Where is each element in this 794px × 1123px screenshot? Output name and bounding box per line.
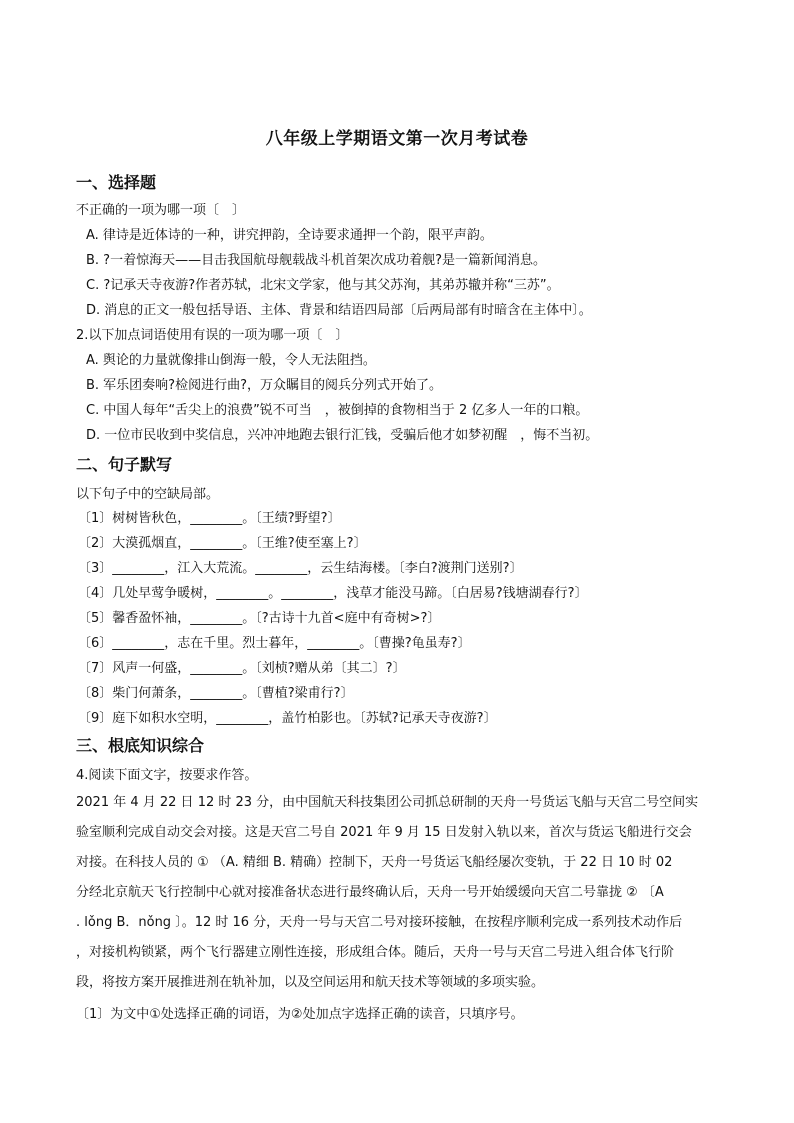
q2-option-d: D. 一位市民收到中奖信息，兴冲冲地跑去银行汇钱，受骗后他才如梦初醒 ，悔不当初。 <box>86 428 599 443</box>
q2-option-c: C. 中国人每年“舌尖上的浪费”锐不可当 ，被倒掉的食物相当于 2 亿多人一年的口粮。 <box>86 403 589 418</box>
passage-line-6: ，对接机构锁紧，两个飞行器建立刚性连接，形成组合体。随后，天舟一号与天宫二号进入组合体飞行阶 <box>76 945 675 960</box>
q1-option-b: B. ?一着惊海天——目击我国航母舰载战斗机首架次成功着舰?是一篇新闻消息。 <box>86 253 546 268</box>
dictation-item-1: 〔1〕树树皆秋色，________。〔王绩?野望?〕 <box>78 511 341 526</box>
passage-line-3: 对接。在科技人员的 ① （A. 精细 B. 精确）控制下，天舟一号货运飞船经屡次变轨，于 22 日 10 时 02 <box>76 855 673 870</box>
passage-line-7: 段，将按方案开展推进剂在轨补加，以及空间运用和航天技术等领域的多项实验。 <box>76 975 545 990</box>
passage-line-4: 分经北京航天飞行控制中心就对接准备状态进行最终确认后，天舟一号开始缓缓向天宫二号靠拢 ② 〔A <box>76 885 664 900</box>
dictation-item-6: 〔6〕________，志在千里。烈士暮年，________。〔曹操?龟虽寿?〕 <box>78 636 471 651</box>
q1-option-c: C. ?记承天寺夜游?作者苏轼，北宋文学家，他与其父苏洵，其弟苏辙并称“三苏”。 <box>86 278 560 293</box>
dictation-item-7: 〔7〕风声一何盛，________。〔刘桢?赠从弟〔其二〕?〕 <box>78 661 406 676</box>
dictation-item-5: 〔5〕馨香盈怀袖，________。〔?古诗十九首<庭中有奇树>?〕 <box>78 611 441 626</box>
q1-option-d: D. 消息的正文一般包括导语、主体、背景和结语四局部〔后两局部有时暗含在主体中〕。 <box>86 303 592 318</box>
passage-line-1: 2021 年 4 月 22 日 12 时 23 分，由中国航天科技集团公司抓总研制的天舟一号货运飞船与天宫二号空间实 <box>76 795 699 810</box>
q2-option-a: A. 舆论的力量就像排山倒海一般，令人无法阻挡。 <box>86 353 376 368</box>
passage-line-2: 验室顺利完成自动交会对接。这是天宫二号自 2021 年 9 月 15 日发射入轨以来，首次与货运飞船进行交会 <box>76 825 692 840</box>
dictation-item-8: 〔8〕柴门何萧条，________。〔曹植?梁甫行?〕 <box>78 686 354 701</box>
section-heading-choice: 一、选择题 <box>76 173 157 192</box>
dictation-intro: 以下句子中的空缺局部。 <box>76 487 220 502</box>
question-2-stem: 2.以下加点词语使用有误的一项为哪一项〔 〕 <box>76 328 349 343</box>
page-title: 八年级上学期语文第一次月考试卷 <box>265 129 529 149</box>
passage-line-5: . lǒng B．nǒng 〕。12 时 16 分，天舟一号与天宫二号对接环接触，在按程序顺利完成一系列技术动作后 <box>76 915 683 930</box>
dictation-item-2: 〔2〕大漠孤烟直，________。〔王维?使至塞上?〕 <box>78 536 367 551</box>
dictation-item-3: 〔3〕________，江入大荒流。________，云生结海楼。〔李白?渡荆门送别?〕 <box>78 561 523 576</box>
section-heading-basics: 三、根底知识综合 <box>76 736 205 755</box>
dictation-item-9: 〔9〕庭下如积水空明，________，盖竹柏影也。〔苏轼?记承天寺夜游?〕 <box>78 711 497 726</box>
dictation-item-4: 〔4〕几处早莺争暖树，________。________，浅草才能没马蹄。〔白居易?钱塘湖春行?〕 <box>78 586 588 601</box>
sub-question-1: 〔1〕为文中①处选择正确的词语，为②处加点字选择正确的读音，只填序号。 <box>76 1007 524 1022</box>
section-heading-dictation: 二、句子默写 <box>76 455 173 474</box>
q1-option-a: A. 律诗是近体诗的一种，讲究押韵，全诗要求通押一个韵，限平声韵。 <box>86 228 493 243</box>
q2-option-b: B. 军乐团奏响?检阅进行曲?，万众瞩目的阅兵分列式开始了。 <box>86 378 442 393</box>
question-4-stem: 4.阅读下面文字，按要求作答。 <box>76 768 258 783</box>
question-1-stem: 不正确的一项为哪一项〔 〕 <box>76 203 246 218</box>
